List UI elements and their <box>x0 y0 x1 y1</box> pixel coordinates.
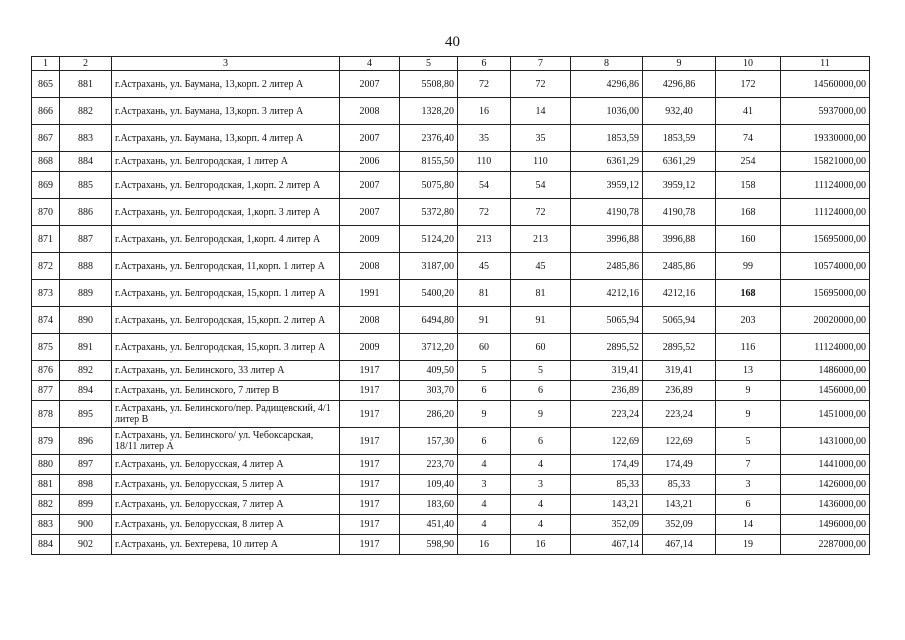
table-cell: 1456000,00 <box>781 381 870 401</box>
table-cell: 60 <box>511 334 571 361</box>
table-cell: 254 <box>716 152 781 172</box>
address-cell: г.Астрахань, ул. Белгородская, 15,корп. 3 литер А <box>112 334 340 361</box>
table-cell: 213 <box>511 226 571 253</box>
column-header-11: 11 <box>781 57 870 71</box>
table-cell: 183,60 <box>400 495 458 515</box>
table-cell: 884 <box>60 152 112 172</box>
table-cell: 158 <box>716 172 781 199</box>
table-cell: 2287000,00 <box>781 535 870 555</box>
table-cell: 2007 <box>340 125 400 152</box>
address-cell: г.Астрахань, ул. Белорусская, 7 литер А <box>112 495 340 515</box>
table-cell: 866 <box>32 98 60 125</box>
table-row <box>32 361 870 381</box>
table-cell: 871 <box>32 226 60 253</box>
table-cell: 72 <box>511 71 571 98</box>
table-cell: 6 <box>458 381 511 401</box>
table-cell: 873 <box>32 280 60 307</box>
column-header-10: 10 <box>716 57 781 71</box>
table-cell: 867 <box>32 125 60 152</box>
table-cell: 9 <box>716 381 781 401</box>
table-cell: 5937000,00 <box>781 98 870 125</box>
table-cell: 4296,86 <box>571 71 643 98</box>
table-cell: 157,30 <box>400 428 458 455</box>
table-cell: 286,20 <box>400 401 458 428</box>
table-cell: 303,70 <box>400 381 458 401</box>
table-row <box>32 172 870 199</box>
table-cell: 881 <box>60 71 112 98</box>
table-cell: 2008 <box>340 307 400 334</box>
table-cell: 409,50 <box>400 361 458 381</box>
table-cell: 4 <box>511 455 571 475</box>
table-cell: 879 <box>32 428 60 455</box>
table-cell: 1441000,00 <box>781 455 870 475</box>
table-row <box>32 226 870 253</box>
table-cell: 236,89 <box>571 381 643 401</box>
table-cell: 895 <box>60 401 112 428</box>
table-cell: 19330000,00 <box>781 125 870 152</box>
table-cell: 223,24 <box>571 401 643 428</box>
table-cell: 41 <box>716 98 781 125</box>
table-cell: 896 <box>60 428 112 455</box>
table-cell: 14 <box>511 98 571 125</box>
table-cell: 1328,20 <box>400 98 458 125</box>
address-cell: г.Астрахань, ул. Белгородская, 1 литер А <box>112 152 340 172</box>
table-cell: 72 <box>511 199 571 226</box>
address-cell: г.Астрахань, ул. Белорусская, 4 литер А <box>112 455 340 475</box>
table-cell: 1917 <box>340 535 400 555</box>
table-cell: 1426000,00 <box>781 475 870 495</box>
table-cell: 54 <box>511 172 571 199</box>
address-cell: г.Астрахань, ул. Белорусская, 5 литер А <box>112 475 340 495</box>
table-row <box>32 495 870 515</box>
table-cell: 14560000,00 <box>781 71 870 98</box>
table-cell: 875 <box>32 334 60 361</box>
address-cell: г.Астрахань, ул. Баумана, 13,корп. 3 литер А <box>112 98 340 125</box>
table-cell: 1991 <box>340 280 400 307</box>
table-cell: 122,69 <box>643 428 716 455</box>
table-row <box>32 307 870 334</box>
table-cell: 91 <box>511 307 571 334</box>
table-cell: 236,89 <box>643 381 716 401</box>
table-cell: 1496000,00 <box>781 515 870 535</box>
header-row <box>32 57 870 71</box>
table-cell: 5065,94 <box>571 307 643 334</box>
table-cell: 319,41 <box>643 361 716 381</box>
table-cell: 2007 <box>340 71 400 98</box>
table-cell: 874 <box>32 307 60 334</box>
table-cell: 467,14 <box>643 535 716 555</box>
table-cell: 16 <box>458 535 511 555</box>
table-cell: 10574000,00 <box>781 253 870 280</box>
column-header-6: 6 <box>458 57 511 71</box>
address-cell: г.Астрахань, ул. Белгородская, 15,корп. 2 литер А <box>112 307 340 334</box>
table-cell: 1917 <box>340 361 400 381</box>
table-cell: 887 <box>60 226 112 253</box>
table-cell: 60 <box>458 334 511 361</box>
table-cell: 4212,16 <box>571 280 643 307</box>
table-cell: 876 <box>32 361 60 381</box>
table-cell: 1486000,00 <box>781 361 870 381</box>
table-cell: 143,21 <box>571 495 643 515</box>
table-cell: 3187,00 <box>400 253 458 280</box>
table-cell: 899 <box>60 495 112 515</box>
table-row <box>32 280 870 307</box>
table-cell: 4 <box>458 455 511 475</box>
table-cell: 74 <box>716 125 781 152</box>
table-cell: 72 <box>458 71 511 98</box>
table-cell: 877 <box>32 381 60 401</box>
table-cell: 35 <box>458 125 511 152</box>
table-cell: 5400,20 <box>400 280 458 307</box>
address-cell: г.Астрахань, ул. Белинского/ ул. Чебоксарская, 18/11 литер А <box>112 428 340 455</box>
table-cell: 2007 <box>340 172 400 199</box>
table-cell: 7 <box>716 455 781 475</box>
address-cell: г.Астрахань, ул. Белинского, 33 литер А <box>112 361 340 381</box>
table-cell: 2009 <box>340 226 400 253</box>
address-cell: г.Астрахань, ул. Белгородская, 11,корп. 1 литер А <box>112 253 340 280</box>
table-cell: 598,90 <box>400 535 458 555</box>
column-header-1: 1 <box>32 57 60 71</box>
table-cell: 869 <box>32 172 60 199</box>
table-cell: 168 <box>716 199 781 226</box>
address-cell: г.Астрахань, ул. Баумана, 13,корп. 2 литер А <box>112 71 340 98</box>
table-cell: 890 <box>60 307 112 334</box>
table-cell: 109,40 <box>400 475 458 495</box>
table-row <box>32 334 870 361</box>
table-cell: 213 <box>458 226 511 253</box>
table-cell: 5 <box>511 361 571 381</box>
table-row <box>32 535 870 555</box>
table-cell: 16 <box>511 535 571 555</box>
column-header-5: 5 <box>400 57 458 71</box>
table-cell: 1853,59 <box>643 125 716 152</box>
table-cell: 872 <box>32 253 60 280</box>
table-row <box>32 401 870 428</box>
column-header-9: 9 <box>643 57 716 71</box>
table-cell: 45 <box>511 253 571 280</box>
table-cell: 203 <box>716 307 781 334</box>
table-cell: 5508,80 <box>400 71 458 98</box>
table-row <box>32 455 870 475</box>
table-cell: 5075,80 <box>400 172 458 199</box>
table-cell: 6 <box>716 495 781 515</box>
table-cell: 4190,78 <box>643 199 716 226</box>
table-cell: 2008 <box>340 98 400 125</box>
table-cell: 2895,52 <box>571 334 643 361</box>
table-cell: 3 <box>458 475 511 495</box>
table-cell: 885 <box>60 172 112 199</box>
table-cell: 451,40 <box>400 515 458 535</box>
table-cell: 72 <box>458 199 511 226</box>
table-row <box>32 428 870 455</box>
table-cell: 54 <box>458 172 511 199</box>
table-row <box>32 475 870 495</box>
table-cell: 5 <box>716 428 781 455</box>
table-cell: 6361,29 <box>643 152 716 172</box>
table-row <box>32 152 870 172</box>
table-cell: 1917 <box>340 495 400 515</box>
column-header-8: 8 <box>571 57 643 71</box>
table-cell: 882 <box>32 495 60 515</box>
table-cell: 900 <box>60 515 112 535</box>
table-cell: 91 <box>458 307 511 334</box>
table-cell: 880 <box>32 455 60 475</box>
table-cell: 1917 <box>340 401 400 428</box>
table-cell: 223,24 <box>643 401 716 428</box>
address-cell: г.Астрахань, ул. Белгородская, 1,корп. 2 литер А <box>112 172 340 199</box>
table-cell: 894 <box>60 381 112 401</box>
table-cell: 878 <box>32 401 60 428</box>
table-cell: 2008 <box>340 253 400 280</box>
table-cell: 889 <box>60 280 112 307</box>
table-cell: 85,33 <box>571 475 643 495</box>
table-cell: 1917 <box>340 428 400 455</box>
table-cell: 4190,78 <box>571 199 643 226</box>
column-header-3: 3 <box>112 57 340 71</box>
table-row <box>32 253 870 280</box>
table-cell: 6 <box>511 381 571 401</box>
table-cell: 11124000,00 <box>781 334 870 361</box>
table-cell: 5 <box>458 361 511 381</box>
table-cell: 352,09 <box>643 515 716 535</box>
table-cell: 2895,52 <box>643 334 716 361</box>
table-cell: 85,33 <box>643 475 716 495</box>
table-cell: 99 <box>716 253 781 280</box>
column-header-4: 4 <box>340 57 400 71</box>
address-cell: г.Астрахань, ул. Белгородская, 1,корп. 4 литер А <box>112 226 340 253</box>
table-row <box>32 71 870 98</box>
table-row <box>32 199 870 226</box>
table-cell: 15695000,00 <box>781 280 870 307</box>
table-cell: 886 <box>60 199 112 226</box>
table-cell: 2485,86 <box>643 253 716 280</box>
table-cell: 3712,20 <box>400 334 458 361</box>
table-cell: 6361,29 <box>571 152 643 172</box>
column-header-2: 2 <box>60 57 112 71</box>
address-cell: г.Астрахань, ул. Белинского, 7 литер В <box>112 381 340 401</box>
table-cell: 35 <box>511 125 571 152</box>
table-cell: 467,14 <box>571 535 643 555</box>
table-cell: 3 <box>716 475 781 495</box>
address-cell: г.Астрахань, ул. Баумана, 13,корп. 4 литер А <box>112 125 340 152</box>
table-cell: 1917 <box>340 381 400 401</box>
table-cell: 883 <box>60 125 112 152</box>
table-cell: 870 <box>32 199 60 226</box>
table-cell: 172 <box>716 71 781 98</box>
table-cell: 9 <box>716 401 781 428</box>
table-cell: 2376,40 <box>400 125 458 152</box>
table-cell: 5124,20 <box>400 226 458 253</box>
housing-registry-table <box>31 56 870 555</box>
table-cell: 6 <box>511 428 571 455</box>
table-cell: 223,70 <box>400 455 458 475</box>
table-cell: 160 <box>716 226 781 253</box>
table-cell: 168 <box>716 280 781 307</box>
table-cell: 883 <box>32 515 60 535</box>
table-cell: 16 <box>458 98 511 125</box>
table-cell: 891 <box>60 334 112 361</box>
table-cell: 3996,88 <box>571 226 643 253</box>
table-cell: 11124000,00 <box>781 199 870 226</box>
table-cell: 20020000,00 <box>781 307 870 334</box>
table-cell: 122,69 <box>571 428 643 455</box>
table-cell: 902 <box>60 535 112 555</box>
table-cell: 2009 <box>340 334 400 361</box>
table-cell: 45 <box>458 253 511 280</box>
table-cell: 81 <box>511 280 571 307</box>
address-cell: г.Астрахань, ул. Белгородская, 15,корп. 1 литер А <box>112 280 340 307</box>
table-cell: 3 <box>511 475 571 495</box>
table-cell: 4212,16 <box>643 280 716 307</box>
table-cell: 897 <box>60 455 112 475</box>
table-cell: 1917 <box>340 475 400 495</box>
table-cell: 4296,86 <box>643 71 716 98</box>
table-cell: 3996,88 <box>643 226 716 253</box>
table-cell: 174,49 <box>643 455 716 475</box>
address-cell: г.Астрахань, ул. Белгородская, 1,корп. 3 литер А <box>112 199 340 226</box>
table-cell: 868 <box>32 152 60 172</box>
table-cell: 116 <box>716 334 781 361</box>
table-cell: 1451000,00 <box>781 401 870 428</box>
table-cell: 1917 <box>340 515 400 535</box>
table-cell: 2006 <box>340 152 400 172</box>
table-cell: 932,40 <box>643 98 716 125</box>
table-cell: 1036,00 <box>571 98 643 125</box>
table-cell: 4 <box>458 515 511 535</box>
table-cell: 9 <box>458 401 511 428</box>
table-cell: 15821000,00 <box>781 152 870 172</box>
table-cell: 110 <box>511 152 571 172</box>
table-cell: 1436000,00 <box>781 495 870 515</box>
table-cell: 892 <box>60 361 112 381</box>
table-cell: 882 <box>60 98 112 125</box>
table-cell: 15695000,00 <box>781 226 870 253</box>
table-cell: 319,41 <box>571 361 643 381</box>
page-number: 40 <box>445 34 460 50</box>
table-cell: 898 <box>60 475 112 495</box>
table-cell: 865 <box>32 71 60 98</box>
table-cell: 13 <box>716 361 781 381</box>
table-cell: 6494,80 <box>400 307 458 334</box>
address-cell: г.Астрахань, ул. Бехтерева, 10 литер А <box>112 535 340 555</box>
table-row <box>32 515 870 535</box>
table-cell: 143,21 <box>643 495 716 515</box>
table-cell: 3959,12 <box>643 172 716 199</box>
address-cell: г.Астрахань, ул. Белорусская, 8 литер А <box>112 515 340 535</box>
table-cell: 5372,80 <box>400 199 458 226</box>
table-cell: 3959,12 <box>571 172 643 199</box>
column-header-7: 7 <box>511 57 571 71</box>
table-cell: 1853,59 <box>571 125 643 152</box>
table-cell: 1431000,00 <box>781 428 870 455</box>
table-row <box>32 98 870 125</box>
table-body <box>32 71 870 555</box>
table-cell: 6 <box>458 428 511 455</box>
table-cell: 110 <box>458 152 511 172</box>
table-cell: 888 <box>60 253 112 280</box>
table-cell: 352,09 <box>571 515 643 535</box>
table-cell: 14 <box>716 515 781 535</box>
table-cell: 81 <box>458 280 511 307</box>
table-cell: 881 <box>32 475 60 495</box>
table-cell: 5065,94 <box>643 307 716 334</box>
table-cell: 8155,50 <box>400 152 458 172</box>
table-cell: 19 <box>716 535 781 555</box>
table-cell: 174,49 <box>571 455 643 475</box>
address-cell: г.Астрахань, ул. Белинского/пер. Радищевский, 4/1 литер В <box>112 401 340 428</box>
table-cell: 2485,86 <box>571 253 643 280</box>
table-cell: 4 <box>458 495 511 515</box>
table-cell: 4 <box>511 495 571 515</box>
table-cell: 884 <box>32 535 60 555</box>
table-row <box>32 125 870 152</box>
table-cell: 2007 <box>340 199 400 226</box>
table-cell: 11124000,00 <box>781 172 870 199</box>
table-cell: 4 <box>511 515 571 535</box>
table-row <box>32 381 870 401</box>
table-cell: 1917 <box>340 455 400 475</box>
table-cell: 9 <box>511 401 571 428</box>
